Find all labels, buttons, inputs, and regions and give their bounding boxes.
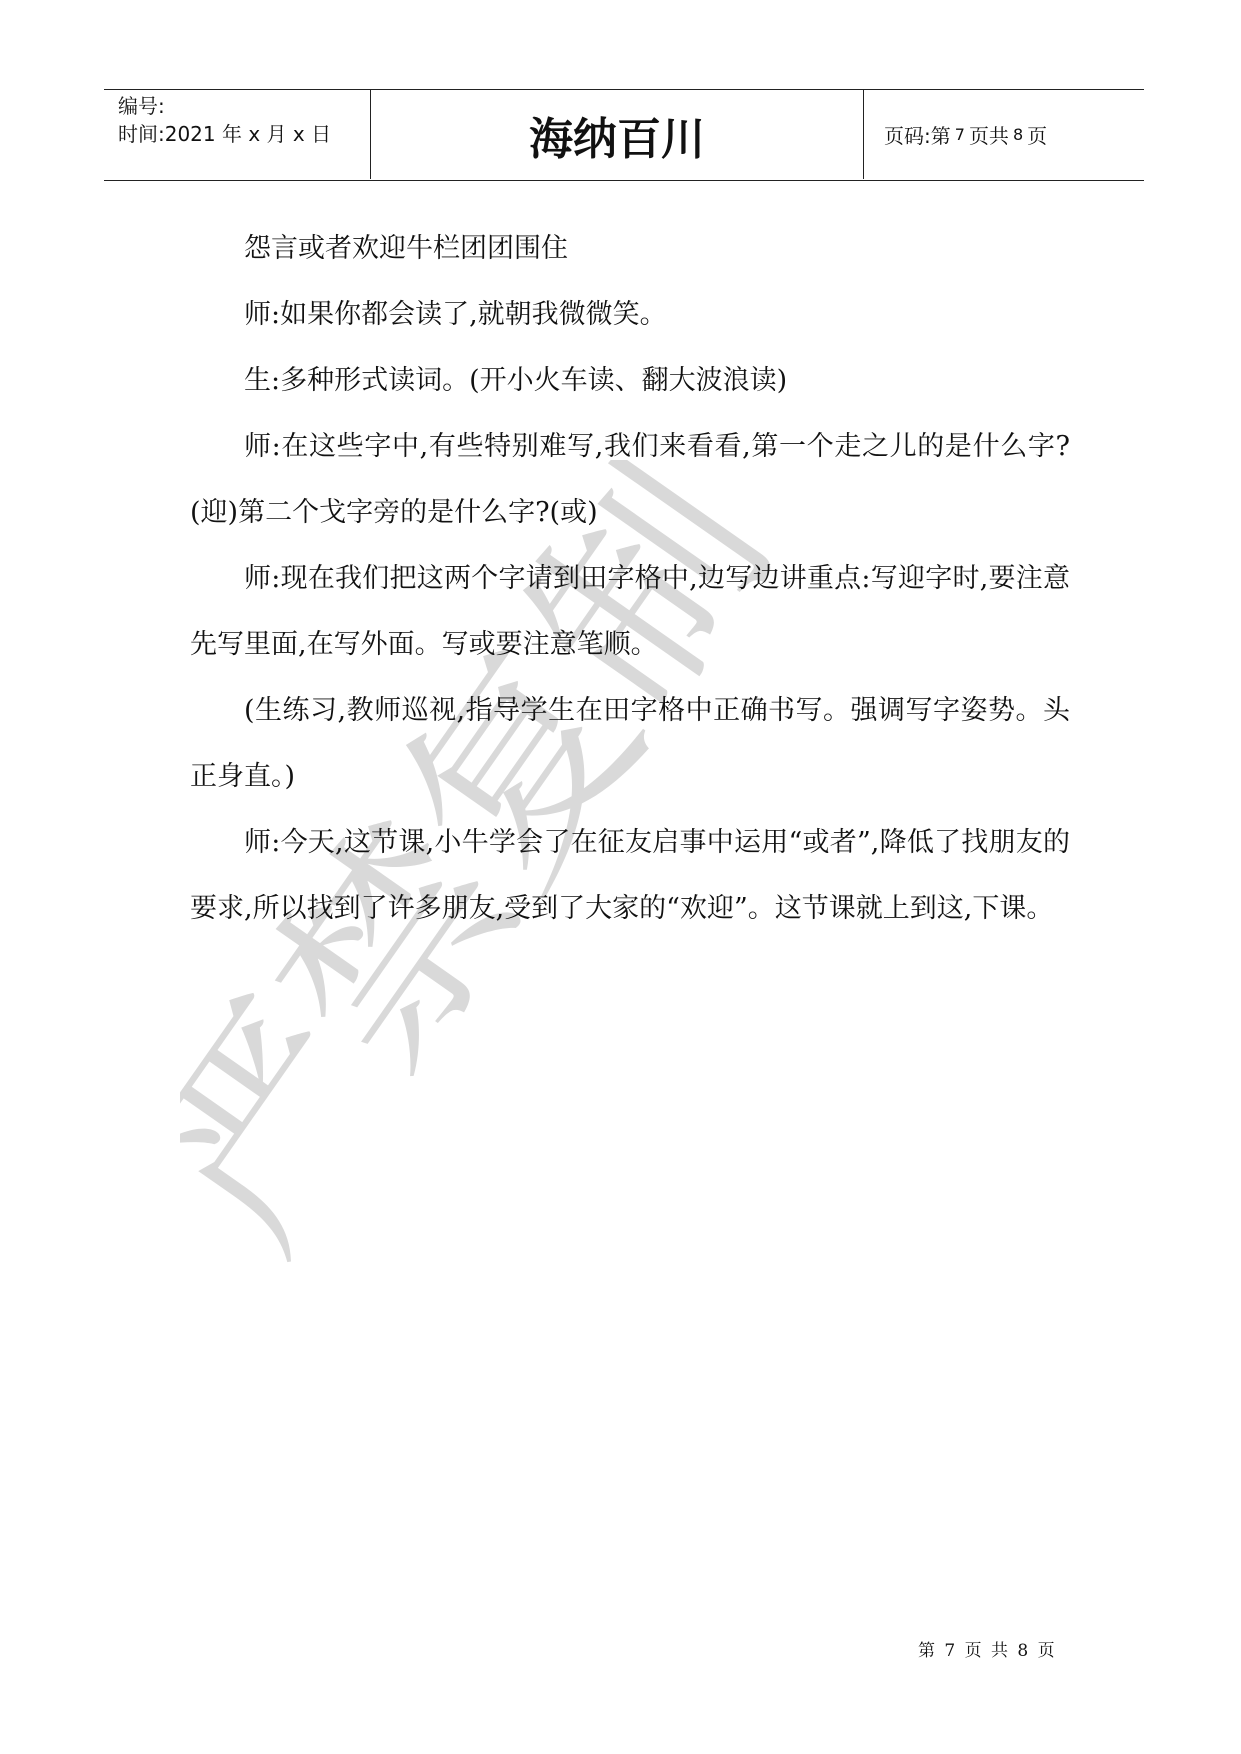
paragraph: 生:多种形式读词。(开小火车读、翻大波浪读) [244,365,788,396]
page-current: 7 [954,125,965,144]
watermark-text: 严禁复制 [180,460,818,1290]
page-prefix: 页码:第 [884,124,951,148]
header-title: 海纳百川 [370,90,864,179]
paragraph: 师:如果你都会读了,就朝我微微笑。 [244,299,667,330]
header-meta [118,92,368,148]
page-total: 8 [1012,125,1024,144]
page-footer: 第 7 页 共 8 页 [918,1641,1057,1661]
paragraph: 怨言或者欢迎牛栏团团围住 [244,233,568,264]
document-body [190,216,1070,942]
paragraph: (生练习,教师巡视,指导学生在田字格中正确书写。强调写字姿势。头正身直。) [190,695,1070,792]
paragraph: 师:今天,这节课,小牛学会了在征友启事中运用“或者”,降低了找朋友的要求,所以找到了许多朋友,受到了大家的“欢迎”。这节课就上到这,下课。 [190,827,1070,924]
document-number-label: 编号: [118,94,165,118]
paragraph: 师:在这些字中,有些特别难写,我们来看看,第一个走之儿的是什么字?(迎)第二个戈字旁的是什么字?(或) [190,431,1070,528]
document-time-label: 时间:2021 年 x 月 x 日 [118,122,332,146]
paragraph: 师:现在我们把这两个字请到田字格中,边写边讲重点:写迎字时,要注意先写里面,在写外面。写或要注意笔顺。 [190,563,1070,660]
document-header [104,89,1144,181]
header-page-info [874,90,1144,179]
page-suffix: 页 [1027,124,1048,148]
page-middle: 页共 [968,124,1009,148]
